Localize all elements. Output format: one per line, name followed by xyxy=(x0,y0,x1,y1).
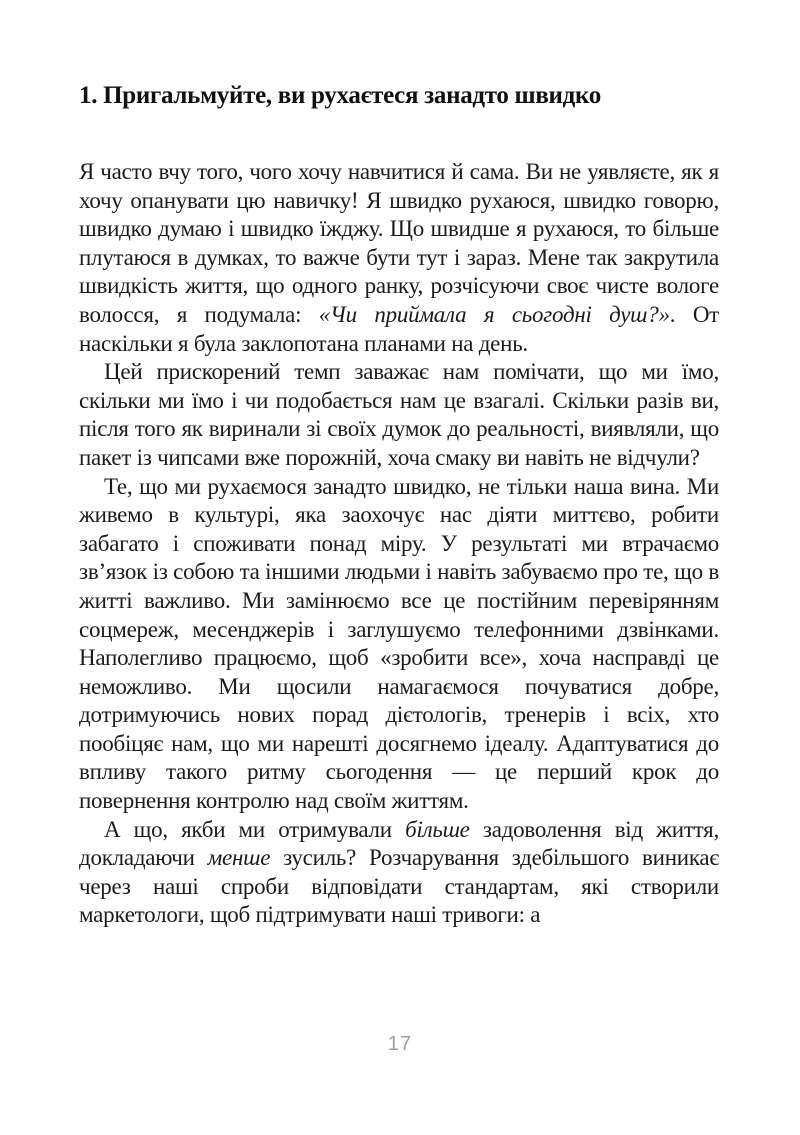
italic-text-run: «Чи приймала я сьогодні душ?» xyxy=(318,301,670,327)
page-number: 17 xyxy=(387,1033,413,1055)
chapter-heading: 1. Пригальмуйте, ви рухаєтеся занадто швидко xyxy=(79,82,601,109)
paragraph xyxy=(79,473,719,816)
paragraph xyxy=(79,358,719,472)
text-run: А що, якби ми отримували xyxy=(104,816,406,842)
italic-text-run: більше xyxy=(405,816,470,842)
text-run: задоволення від життя, докладаючи xyxy=(79,816,719,871)
paragraph xyxy=(79,816,719,930)
paragraph xyxy=(79,158,719,358)
text-run: Я часто вчу того, чого хочу навчитися й сама. Ви не уявляєте, як я хочу опанувати цю навичку! Я швидко рухаюся, швидко говорю, швидко думаю і швидко їжджу. Що швидше я рухаюся, то більше плутаюся в думках, то важче бути тут і зараз. Мене так закрутила швидкість життя, що одного ранку, розчісуючи своє чисте вологе волосся, я подумала: xyxy=(79,159,719,327)
text-run: Цей прискорений темп заважає нам помічати, що ми їмо, скільки ми їмо і чи подобається нам це взагалі. Скільки разів ви, після того як виринали зі своїх думок до реальності, виявляли, що пакет із чипсами вже порожній, хоча смаку ви навіть не відчули? xyxy=(79,359,719,470)
text-run: Те, що ми рухаємося занадто швидко, не тільки наша вина. Ми живемо в культурі, яка заохочує нас діяти миттєво, робити забагато і споживати понад міру. У результаті ми втрачаємо зв’язок із собою та іншими людьми і навіть забуваємо про те, що в житті важливо. Ми замінюємо все це постійним перевірянням соцмереж, месенджерів і заглушуємо телефонними дзвінками. Наполегливо працюємо, щоб «зробити все», хоча насправді це неможливо. Ми щосили намагаємося почуватися добре, дотримуючись нових порад дієтологів, тренерів і всіх, хто пообіцяє нам, що ми нарешті досягнемо ідеалу. Адаптуватися до впливу такого ритму сьогодення — це перший крок до повернення контролю над своїм життям. xyxy=(79,473,719,814)
text-run: . От наскільки я була заклопотана планами на день. xyxy=(79,301,719,356)
page-text xyxy=(79,158,719,930)
italic-text-run: менше xyxy=(207,845,271,871)
text-run: зусиль? Розчарування здебільшого виникає через наші спроби відповідати стандартам, які створили маркетологи, щоб підтримувати наші тривоги: а xyxy=(79,845,720,928)
